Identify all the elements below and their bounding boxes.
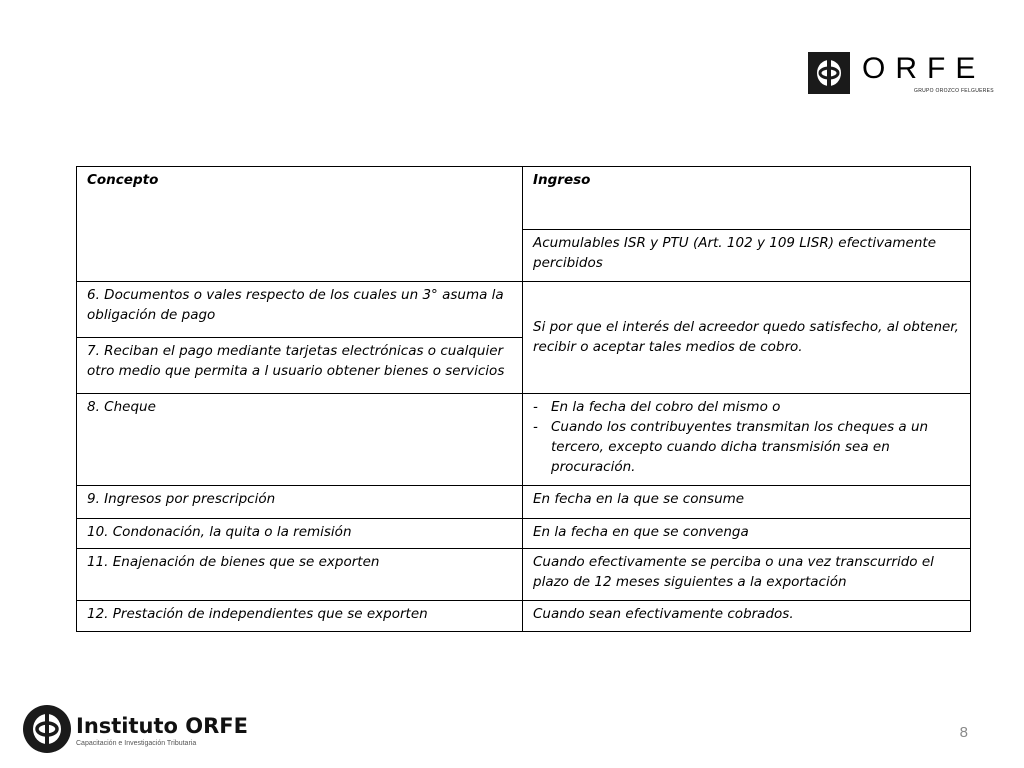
orfe-logo-mark-icon <box>808 52 850 94</box>
table-row <box>77 519 971 549</box>
orfe-logo <box>808 52 994 98</box>
row-10-concepto: 10. Condonación, la quita o la remisión <box>77 519 523 549</box>
table-row <box>77 394 971 486</box>
row-10-ingreso: En la fecha en que se convenga <box>523 519 971 549</box>
row-12-ingreso: Cuando sean efectivamente cobrados. <box>523 601 971 632</box>
concept-income-table <box>76 166 971 632</box>
instituto-orfe-logo <box>22 704 272 754</box>
list-item: - En la fecha del cobro del mismo o <box>533 397 960 417</box>
row-11-ingreso: Cuando efectivamente se perciba o una vez transcurrido el plazo de 12 meses siguientes a la exportación <box>523 549 971 601</box>
row-8-concepto: 8. Cheque <box>77 394 523 486</box>
table-row <box>77 486 971 519</box>
orfe-wordmark: ORFE <box>862 52 986 85</box>
table-row <box>77 282 971 338</box>
instituto-orfe-tagline: Capacitación e Investigación Tributaria <box>76 740 197 747</box>
row-6-7-ingreso: Si por que el interés del acreedor quedo satisfecho, al obtener, recibir o aceptar tales medios de cobro. <box>523 282 971 394</box>
page-number: 8 <box>959 724 968 741</box>
table-row <box>77 601 971 632</box>
orfe-tagline: GRUPO OROZCO FELGUERES <box>914 88 994 94</box>
header-ingreso: Ingreso <box>523 167 971 230</box>
row-6-concepto: 6. Documentos o vales respecto de los cuales un 3° asuma la obligación de pago <box>77 282 523 338</box>
instituto-orfe-mark-icon <box>22 704 72 754</box>
table-header-row <box>77 167 971 230</box>
row-7-concepto: 7. Reciban el pago mediante tarjetas electrónicas o cualquier otro medio que permita a l usuario obtener bienes o servicios <box>77 338 523 394</box>
row-9-concepto: 9. Ingresos por prescripción <box>77 486 523 519</box>
row-8-ingreso <box>523 394 971 486</box>
table-row <box>77 549 971 601</box>
list-item: - Cuando los contribuyentes transmitan los cheques a un tercero, excepto cuando dicha transmisión sea en procuración. <box>533 417 960 477</box>
subheader-ingreso: Acumulables ISR y PTU (Art. 102 y 109 LISR) efectivamente percibidos <box>523 230 971 282</box>
row-8-ingreso-list <box>533 397 960 477</box>
row-11-concepto: 11. Enajenación de bienes que se exporten <box>77 549 523 601</box>
header-concepto: Concepto <box>77 167 523 282</box>
row-12-concepto: 12. Prestación de independientes que se exporten <box>77 601 523 632</box>
instituto-orfe-wordmark: Instituto ORFE <box>76 714 248 738</box>
row-9-ingreso: En fecha en la que se consume <box>523 486 971 519</box>
